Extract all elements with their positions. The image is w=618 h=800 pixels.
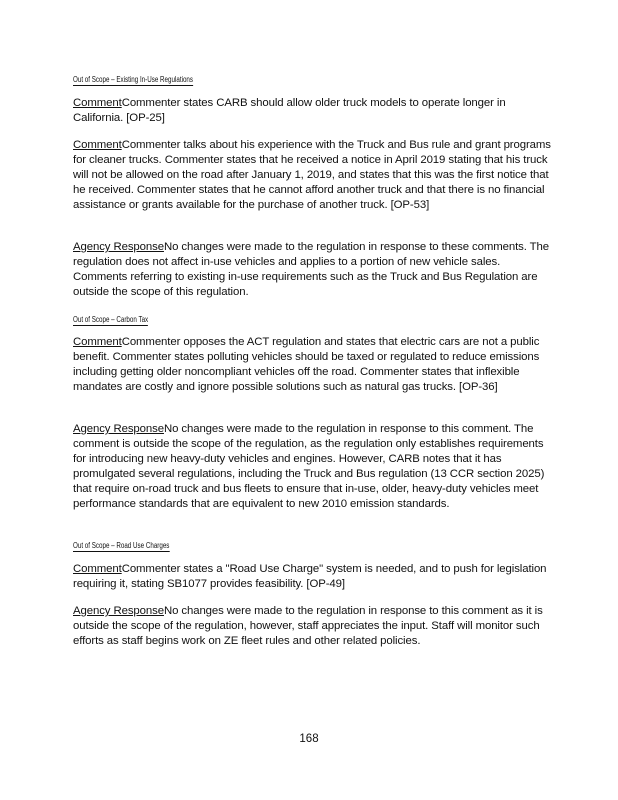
comment-text: Commenter states CARB should allow older truck models to operate longer in California. [OP-25] xyxy=(73,97,506,124)
agency-response-text: No changes were made to the regulation in response to this comment as it is outside the scope of the regulation, however, staff appreciates the input. Staff will monitor such efforts as staff begins work on ZE fleet rules and other related policies. xyxy=(73,605,543,647)
agency-response-text: No changes were made to the regulation in response to these comments. The regulation does not affect in-use vehicles and applies to a portion of new vehicle sales. Comments referring to existing in-use requirements such as the Truck and Bus Regulation are outside the scope of this regulation. xyxy=(73,241,550,298)
agency-response-label: Agency Response xyxy=(73,241,164,253)
comment-label: Comment xyxy=(73,563,122,575)
agency-response-road-use xyxy=(73,604,553,649)
agency-response-carbon-tax xyxy=(73,422,553,512)
comment-op-53 xyxy=(73,138,553,213)
comment-label: Comment xyxy=(73,139,122,151)
comment-text: Commenter states a "Road Use Charge" system is needed, and to push for legislation requiring it, stating SB1077 provides feasibility. [OP-49] xyxy=(73,563,547,590)
agency-response-in-use xyxy=(73,240,553,300)
comment-text: Commenter opposes the ACT regulation and states that electric cars are not a public benefit. Commenter states polluting vehicles should be taxed or regulated to reduce emissions including getting older noncompliant vehicles off the road. Commenter states that inflexible mandates are costly and ignore possible solutions such as natural gas trucks. [OP-36] xyxy=(73,336,540,393)
agency-response-label: Agency Response xyxy=(73,423,164,435)
comment-label: Comment xyxy=(73,97,122,109)
agency-response-text: No changes were made to the regulation in response to this comment. The comment is outside the scope of the regulation, as the regulation only establishes requirements for introducing new heavy-duty vehicles and engines. However, CARB notes that it has promulgated several regulations, including the Truck and Bus regulation (13 CCR section 2025) that require on-road truck and bus fleets to ensure that in-use, older, heavy-duty vehicles meet performance standards that are equivalent to new 2010 emission standards. xyxy=(73,423,545,510)
comment-op-25 xyxy=(73,96,553,126)
comment-op-49 xyxy=(73,562,553,592)
comment-label: Comment xyxy=(73,336,122,348)
section-heading-carbon-tax: Out of Scope – Carbon Tax xyxy=(73,315,149,324)
section-heading-road-use-charges: Out of Scope – Road Use Charges xyxy=(73,541,170,550)
page-number: 168 xyxy=(299,733,319,745)
comment-op-36 xyxy=(73,335,553,395)
agency-response-label: Agency Response xyxy=(73,605,164,617)
comment-text: Commenter talks about his experience with the Truck and Bus rule and grant programs for cleaner trucks. Commenter states that he received a notice in April 2019 stating that his truck will not be allowed on the road after January 1, 2019, and states that this was the first notice that he received. Commenter states that he cannot afford another truck and that there is no financial assistance or grants available for the purchase of another truck. [OP-53] xyxy=(73,139,551,211)
section-heading-in-use-regulations: Out of Scope – Existing In-Use Regulations xyxy=(73,75,194,84)
